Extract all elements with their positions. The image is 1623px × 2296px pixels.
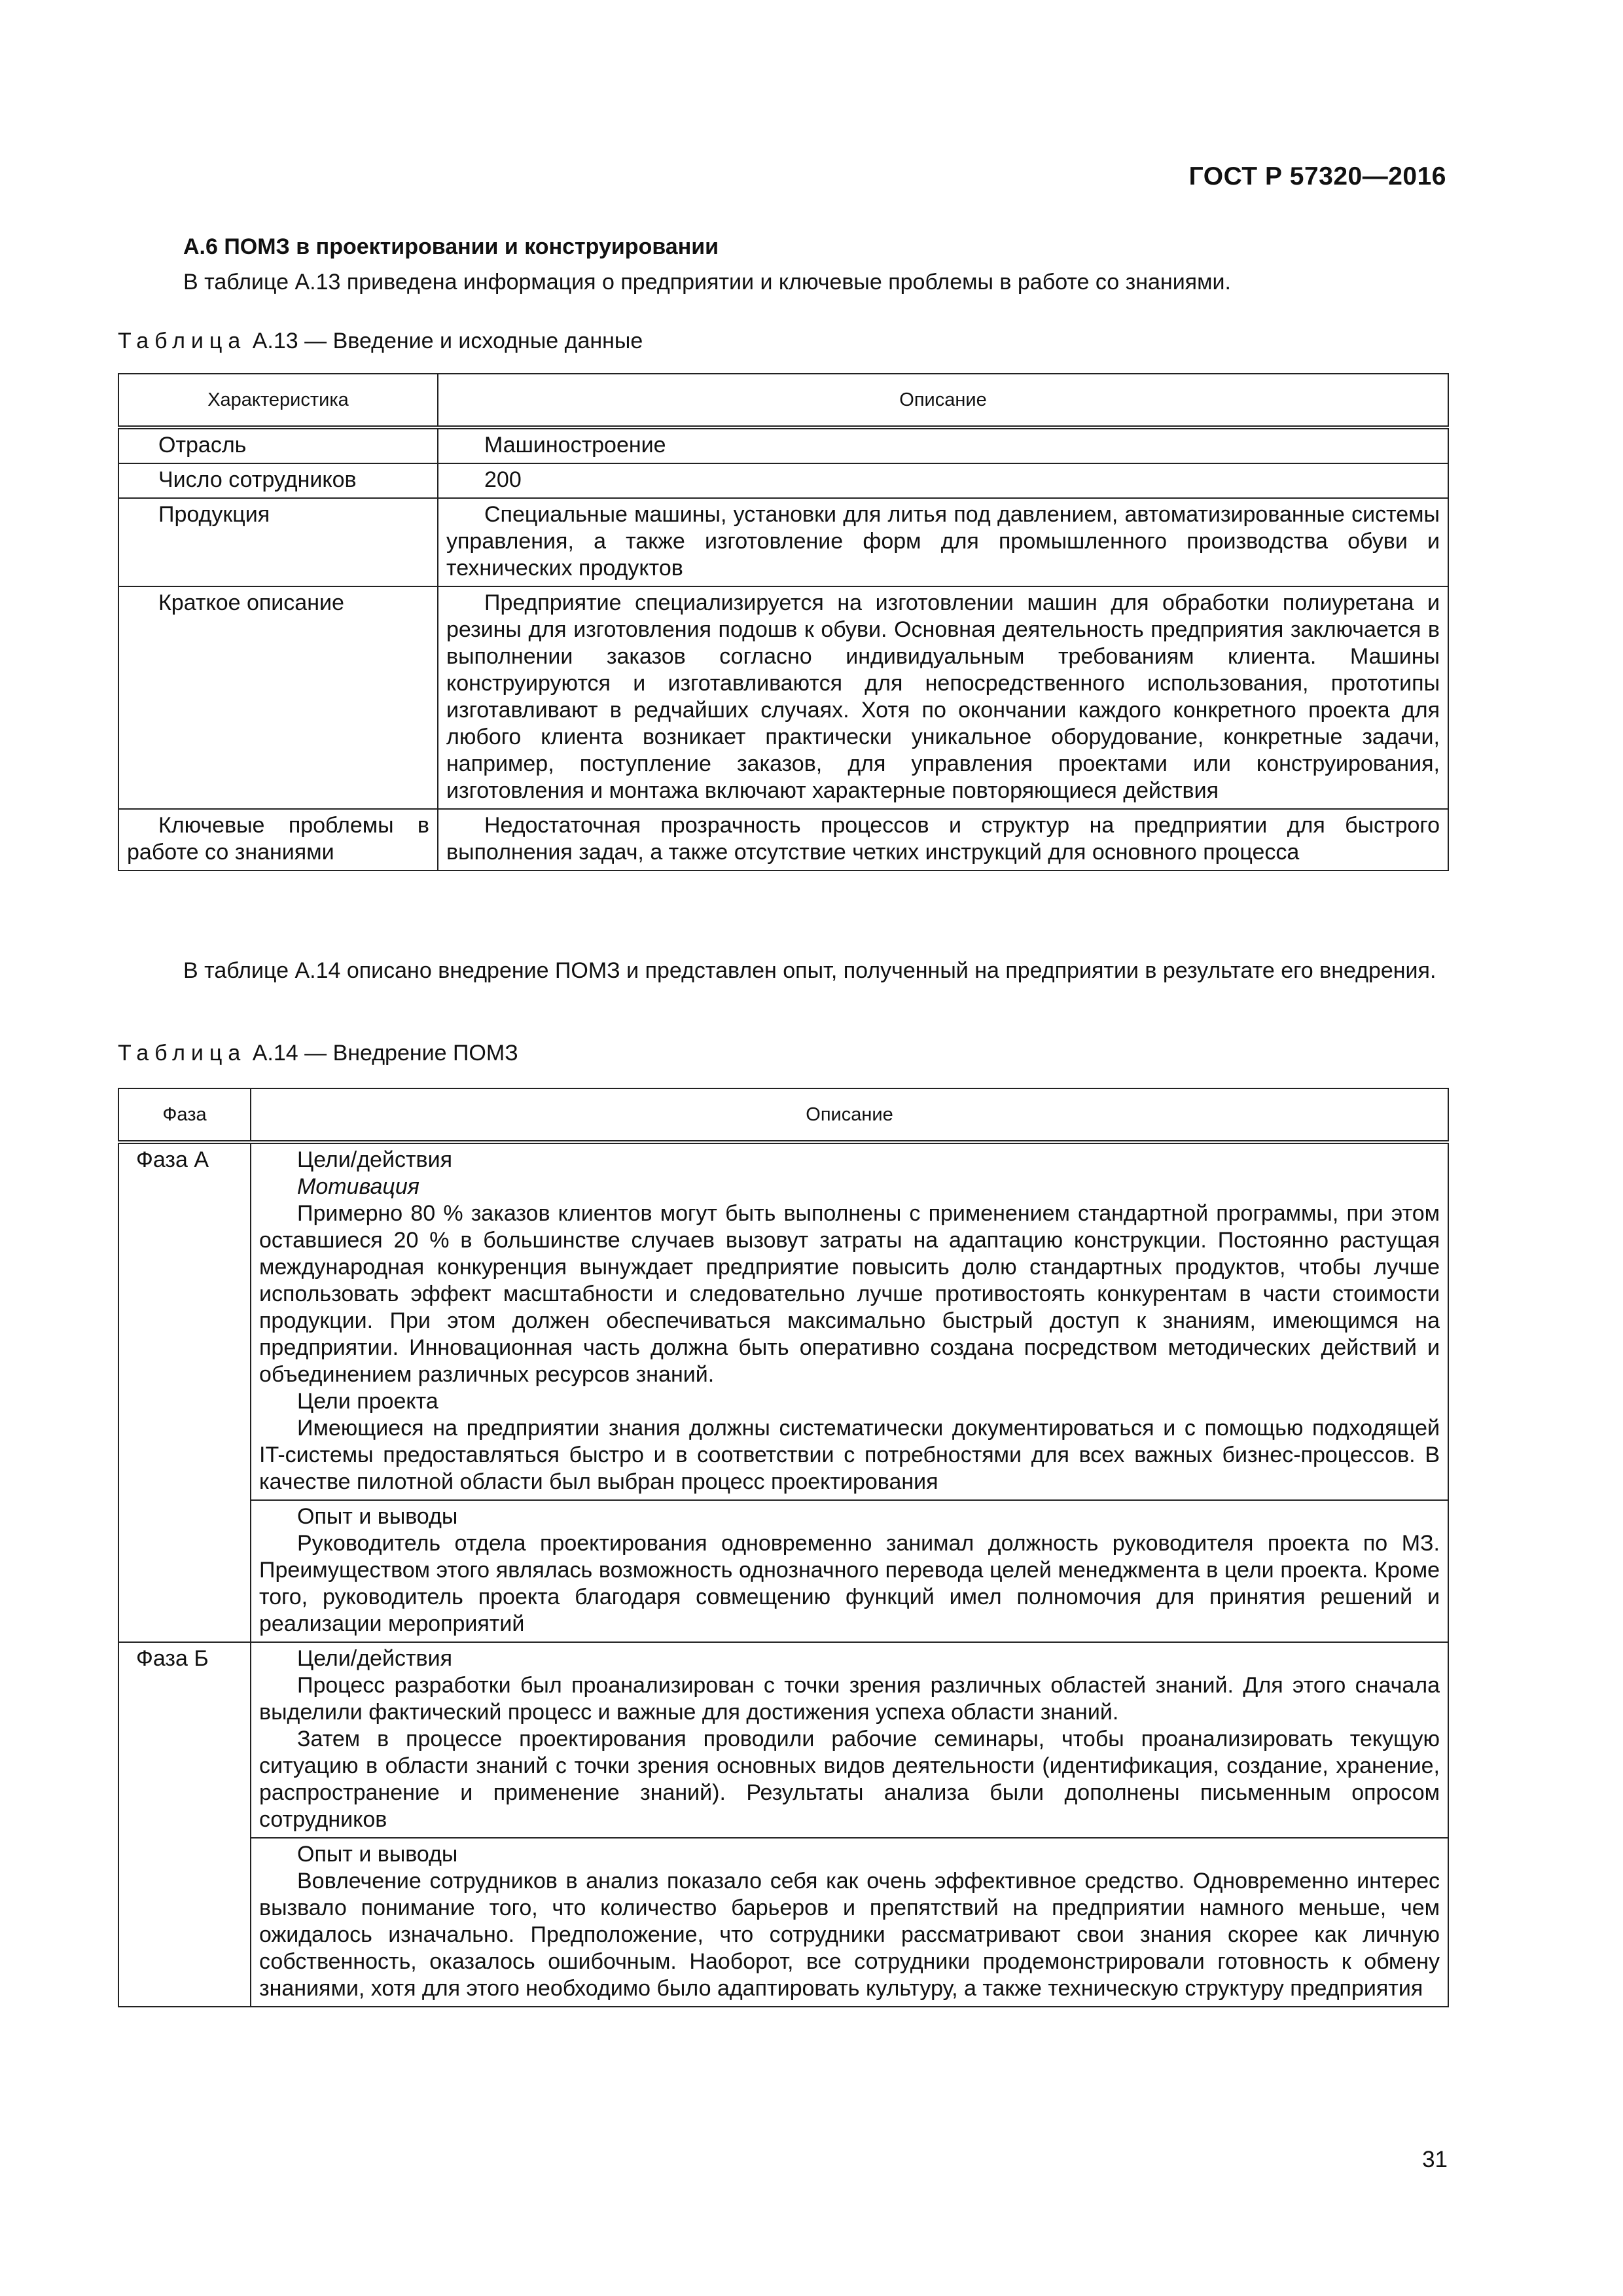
phase-a-project-goals-text: Имеющиеся на предприятии знания должны систематически документироваться и с помощью подходящей IT-системы предоставляться быстро и в соответствии с потребностями для всех важных бизнес-процессов. В качестве пилотной области был выбран процесс проектирования [259, 1416, 1440, 1494]
row-text: Предприятие специализируется на изготовлении машин для обработки полиуретана и резины для изготовления подошв к обуви. Основная деятельность предприятия заключается в выполнении заказов согласно индивидуальным требованиям клиента. Машины конструируются и изготавливаются для непосредственного использования, прототипы изготавливают в редчайших случаях. Хотя по окончании каждого конкретного проекта для любого клиента возникает практически уникальное оборудование, конкретные задачи, например, поступление заказов, для управления проектами или конструирования, изготовления и монтажа включают характерные повторяющиеся действия [438, 586, 1448, 809]
document-code: ГОСТ Р 57320—2016 [1188, 162, 1446, 190]
table-row [118, 1500, 1448, 1642]
row-text: 200 [438, 463, 1448, 498]
row-label: Продукция [118, 498, 438, 586]
phase-b-goals-text-2: Затем в процессе проектирования проводили рабочие семинары, чтобы проанализировать текущую ситуацию в области знаний с точки зрения основных видов деятельности (идентификация, создание, хранение, распространение и применение знаний). Результаты анализа были дополнены письменным опросом сотрудников [259, 1727, 1440, 1832]
table-14-caption-prefix: Таблица [118, 1041, 247, 1066]
table-13-header-row [118, 374, 1448, 427]
table-13-caption-prefix: Таблица [118, 329, 247, 353]
row-label: Краткое описание [118, 586, 438, 809]
table-row [118, 1642, 1448, 1838]
row-label: Ключевые проблемы в работе со знаниями [118, 809, 438, 870]
table-13 [118, 373, 1449, 871]
phase-a-motivation-title: Мотивация [297, 1174, 419, 1199]
phase-a-experience-title: Опыт и выводы [297, 1504, 458, 1529]
table-row [118, 1142, 1448, 1500]
phase-a-goals-title: Цели/действия [297, 1147, 452, 1172]
table-14-header-row [118, 1088, 1448, 1142]
phase-a-goals-cell [251, 1142, 1448, 1500]
phase-b-experience-title: Опыт и выводы [297, 1842, 458, 1867]
row-text: Специальные машины, установки для литья под давлением, автоматизированные системы управления, а также изготовление форм для промышленного производства обуви и технических продуктов [438, 498, 1448, 586]
table-13-caption [118, 329, 643, 354]
row-label: Отрасль [118, 427, 438, 463]
row-text: Машиностроение [438, 427, 1448, 463]
phase-b-goals-title: Цели/действия [297, 1646, 452, 1671]
phase-a-experience-cell [251, 1500, 1448, 1642]
phase-b-experience-cell [251, 1838, 1448, 2007]
page-number: 31 [1422, 2147, 1448, 2172]
table-row [118, 809, 1448, 870]
table-14-header-phase: Фаза [118, 1088, 251, 1142]
section-title: А.6 ПОМЗ в проектировании и конструировании [183, 234, 719, 259]
table-14-header-description: Описание [251, 1088, 1448, 1142]
table-13-header-characteristic: Характеристика [118, 374, 438, 427]
phase-a-label: Фаза А [118, 1142, 251, 1642]
table-row [118, 498, 1448, 586]
table-row [118, 586, 1448, 809]
table-13-header-description: Описание [438, 374, 1448, 427]
phase-b-label: Фаза Б [118, 1642, 251, 2007]
phase-b-experience-text: Вовлечение сотрудников в анализ показало себя как очень эффективное средство. Одновременно интерес вызвало понимание того, что количество барьеров и препятствий на предприятии намного меньше, чем ожидалось изначально. Предположение, что сотрудники рассматривают свои знания скорее как личную собственность, оказалось ошибочным. Наоборот, все сотрудники продемонстрировали готовность к обмену знаниями, хотя для этого необходимо было адаптировать культуру, а также техническую структуру предприятия [259, 1869, 1440, 2001]
table-14-caption [118, 1041, 518, 1066]
row-text: Недостаточная прозрачность процессов и структур на предприятии для быстрого выполнения задач, а также отсутствие четких инструкций для основного процесса [438, 809, 1448, 870]
table-14 [118, 1088, 1449, 2007]
row-label: Число сотрудников [118, 463, 438, 498]
intro-paragraph: В таблице А.13 приведена информация о предприятии и ключевые проблемы в работе со знаниями. [183, 270, 1231, 295]
phase-b-goals-cell [251, 1642, 1448, 1838]
phase-a-project-goals-title: Цели проекта [297, 1389, 438, 1414]
table-row [118, 427, 1448, 463]
between-paragraph: В таблице А.14 описано внедрение ПОМЗ и представлен опыт, полученный на предприятии в результате его внедрения. [183, 958, 1436, 983]
table-13-caption-title: А.13 — Введение и исходные данные [246, 329, 643, 353]
table-row [118, 463, 1448, 498]
phase-a-motivation-text: Примерно 80 % заказов клиентов могут быть выполнены с применением стандартной программы, при этом оставшиеся 20 % в большинстве случаев вызовут затраты на адаптацию конструкции. Постоянно растущая международная конкуренция вынуждает предприятие повысить долю стандартных продуктов, чтобы лучше использовать эффект масштабности и следовательно лучше противостоять конкурентам в части стоимости продукции. При этом должен обеспечиваться максимально быстрый доступ к знаниям, имеющимся на предприятии. Инновационная часть должна быть оперативно создана посредством методических действий и объединением различных ресурсов знаний. [259, 1201, 1440, 1387]
table-row [118, 1838, 1448, 2007]
phase-a-experience-text: Руководитель отдела проектирования одновременно занимал должность руководителя проекта по МЗ. Преимуществом этого являлась возможность однозначного перевода целей менеджмента в цели проекта. Кроме того, руководитель проекта благодаря совмещению функций имел полномочия для принятия решений и реализации мероприятий [259, 1531, 1440, 1636]
table-14-caption-title: А.14 — Внедрение ПОМЗ [246, 1041, 518, 1066]
phase-b-goals-text-1: Процесс разработки был проанализирован с точки зрения различных областей знаний. Для этого сначала выделили фактический процесс и важные для достижения успеха области знаний. [259, 1673, 1440, 1725]
